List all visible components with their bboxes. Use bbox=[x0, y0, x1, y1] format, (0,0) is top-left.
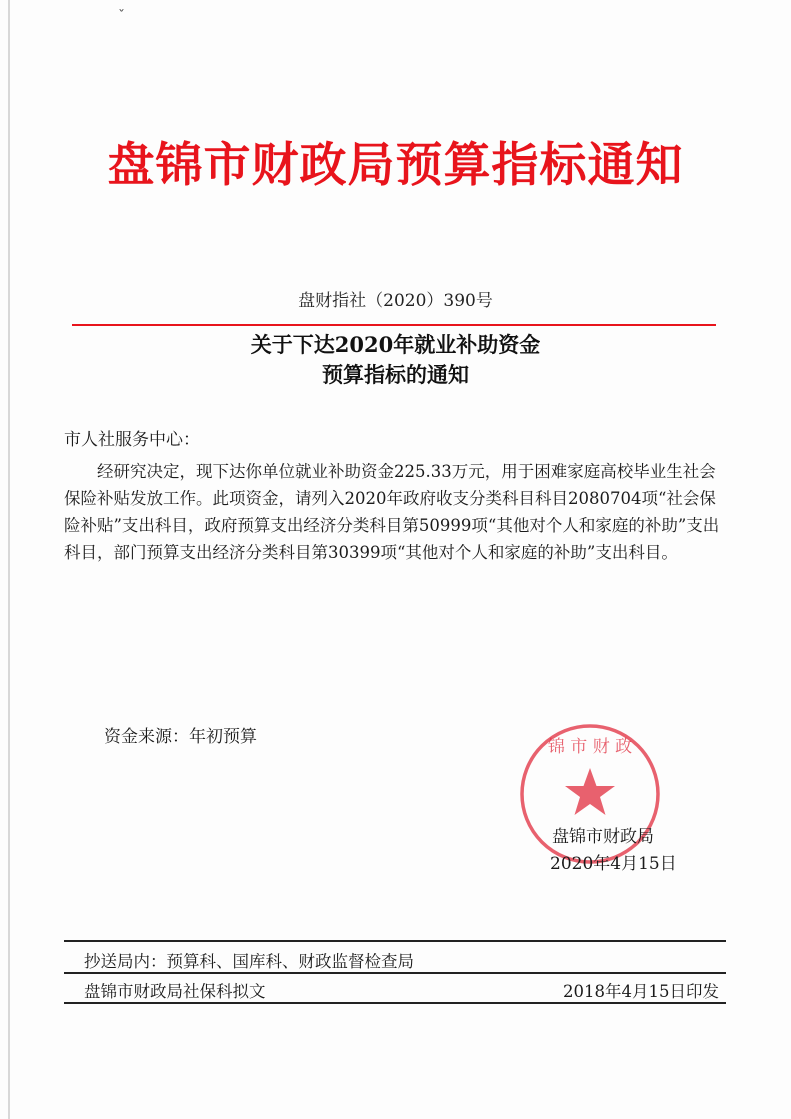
subject-title bbox=[0, 330, 791, 390]
addressee: 市人社服务中心： bbox=[64, 430, 200, 450]
body-paragraph: 经研究决定，现下达你单位就业补助资金225.33万元，用于困难家庭高校毕业生社会保险补贴发放工作。此项资金，请列入2020年政府收支分类科目科目2080704项“社会保险补贴”支出科目，政府预算支出经济分类科目第50999项“其他对个人和家庭的补助”支出科目，部门预算支出经济分类科目第30399项“其他对个人和家庭的补助”支出科目。 bbox=[64, 462, 720, 562]
scan-mark: ˇ bbox=[118, 8, 125, 24]
signature-organization: 盘锦市财政局 bbox=[552, 827, 654, 847]
signature-date: 2020年4月15日 bbox=[550, 854, 677, 874]
svg-text:锦 市 财 政: 锦 市 财 政 bbox=[547, 737, 633, 757]
cc-line: 抄送局内：预算科、国库科、财政监督检查局 bbox=[84, 952, 414, 971]
document-number: 盘财指社（2020）390号 bbox=[298, 291, 493, 311]
red-divider-line bbox=[72, 324, 716, 326]
subject-line-2: 预算指标的通知 bbox=[322, 362, 469, 387]
footer-top-rule bbox=[64, 940, 726, 942]
subject-line-1: 关于下达2020年就业补助资金 bbox=[250, 332, 541, 357]
footer-bottom-rule bbox=[64, 1002, 726, 1004]
header-title: 盘锦市财政局预算指标通知 bbox=[107, 138, 684, 193]
funding-source: 资金来源：年初预算 bbox=[104, 727, 257, 747]
printed-date: 2018年4月15日印发 bbox=[563, 982, 719, 1001]
drafted-by: 盘锦市财政局社保科拟文 bbox=[84, 982, 266, 1001]
footer-middle-rule bbox=[64, 972, 726, 974]
